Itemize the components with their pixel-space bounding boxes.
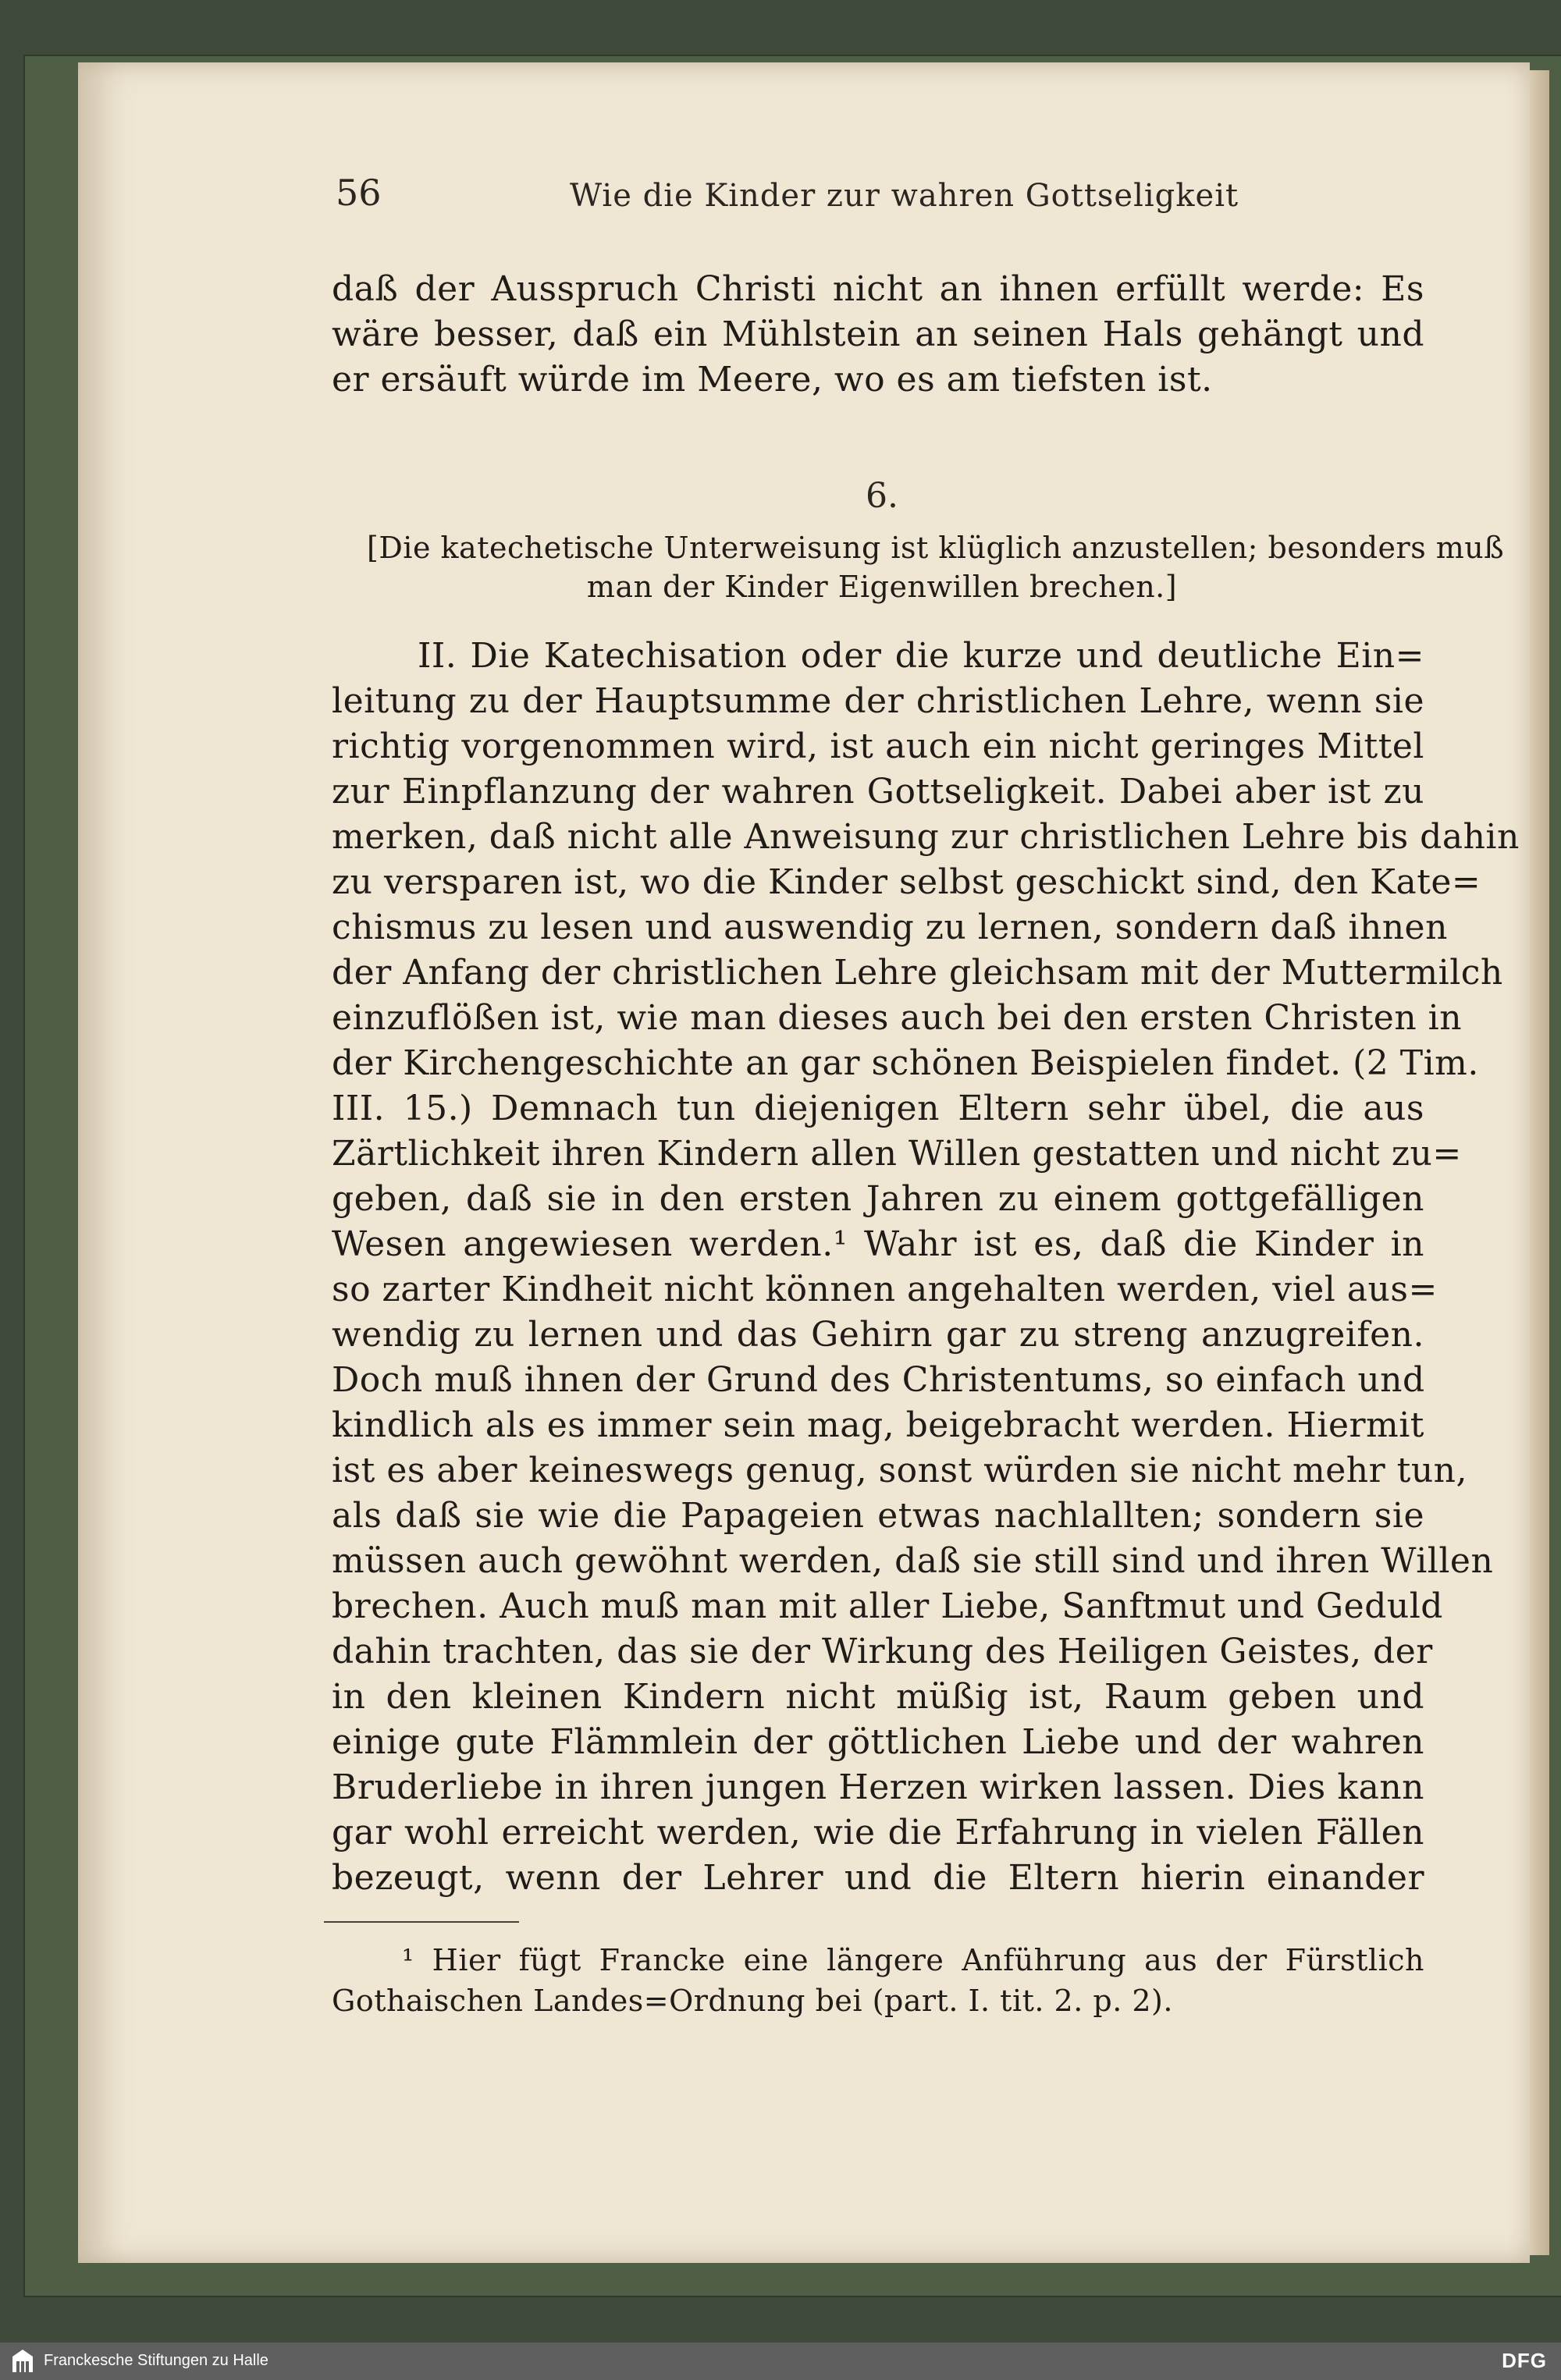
text-line: wäre besser, daß ein Mühlstein an seinen Hals gehängt und	[332, 314, 1424, 354]
dfg-logo: DFG	[1502, 2349, 1547, 2372]
text-line: Wesen angewiesen werden.¹ Wahr ist es, daß die Kinder in	[332, 1224, 1424, 1264]
text-line: wendig zu lernen und das Gehirn gar zu streng anzugreifen.	[332, 1315, 1424, 1355]
text-line: so zarter Kindheit nicht können angehalten werden, viel aus=	[332, 1270, 1438, 1309]
text-line: brechen. Auch muß man mit aller Liebe, Sanftmut und Geduld	[332, 1586, 1443, 1626]
text-line: chismus zu lesen und auswendig zu lernen, sondern daß ihnen	[332, 908, 1448, 947]
text-line: Doch muß ihnen der Grund des Christentums, so einfach und	[332, 1360, 1425, 1400]
running-head-title: Wie die Kinder zur wahren Gottseligkeit	[570, 178, 1239, 214]
text-line: ist es aber keineswegs genug, sonst würden sie nicht mehr tun,	[332, 1451, 1467, 1490]
text-line: geben, daß sie in den ersten Jahren zu einem gottgefälligen	[332, 1179, 1424, 1219]
text-line: einige gute Flämmlein der göttlichen Liebe und der wahren	[332, 1722, 1424, 1762]
running-head	[336, 172, 1428, 226]
section-number: 6.	[866, 476, 898, 516]
text-line: kindlich als es immer sein mag, beigebracht werden. Hiermit	[332, 1405, 1424, 1445]
text-line: leitung zu der Hauptsumme der christlichen Lehre, wenn sie	[332, 681, 1424, 721]
institution-logo-icon	[11, 2349, 34, 2374]
text-line: II. Die Katechisation oder die kurze und deutliche Ein=	[418, 636, 1424, 676]
text-line: als daß sie wie die Papageien etwas nachlallten; sondern sie	[332, 1496, 1424, 1536]
summary-line: man der Kinder Eigenwillen brechen.]	[586, 570, 1178, 604]
text-line: in den kleinen Kindern nicht müßig ist, Raum geben und	[332, 1677, 1424, 1717]
footnote-line: Gothaischen Landes=Ordnung bei (part. I. tit. 2. p. 2).	[332, 1984, 1173, 2018]
text-line: zu versparen ist, wo die Kinder selbst geschickt sind, den Kate=	[332, 862, 1481, 902]
text-line: merken, daß nicht alle Anweisung zur christlichen Lehre bis dahin	[332, 817, 1520, 857]
page-edge	[1530, 70, 1549, 2255]
text-line: Zärtlichkeit ihren Kindern allen Willen gestatten und nicht zu=	[332, 1134, 1462, 1174]
text-line: bezeugt, wenn der Lehrer und die Eltern hierin einander	[332, 1858, 1424, 1898]
text-line: Bruderliebe in ihren jungen Herzen wirken lassen. Dies kann	[332, 1767, 1424, 1807]
text-line: einzuflößen ist, wie man dieses auch bei den ersten Christen in	[332, 998, 1463, 1038]
summary-line: [Die katechetische Unterweisung ist klüglich anzustellen; besonders muß	[367, 531, 1505, 565]
institution-name: Franckesche Stiftungen zu Halle	[44, 2352, 268, 2369]
text-line: er ersäuft würde im Meere, wo es am tiefsten ist.	[332, 360, 1213, 400]
page-number: 56	[336, 172, 382, 214]
text-line: zur Einpflanzung der wahren Gottseligkeit. Dabei aber ist zu	[332, 772, 1424, 812]
text-line: daß der Ausspruch Christi nicht an ihnen erfüllt werde: Es	[332, 269, 1424, 309]
text-line: dahin trachten, das sie der Wirkung des Heiligen Geistes, der	[332, 1632, 1433, 1671]
text-line: III. 15.) Demnach tun diejenigen Eltern sehr übel, die aus	[332, 1089, 1424, 1128]
footnote-line: ¹ Hier fügt Francke eine längere Anführung aus der Fürstlich	[402, 1943, 1424, 1977]
footnote-divider	[324, 1921, 519, 1923]
text-line: der Kirchengeschichte an gar schönen Beispielen findet. (2 Tim.	[332, 1043, 1479, 1083]
footer-bar	[0, 2343, 1561, 2380]
text-line: müssen auch gewöhnt werden, daß sie still sind und ihren Willen	[332, 1541, 1494, 1581]
text-line: gar wohl erreicht werden, wie die Erfahrung in vielen Fällen	[332, 1813, 1424, 1852]
text-line: der Anfang der christlichen Lehre gleichsam mit der Muttermilch	[332, 953, 1503, 993]
text-line: richtig vorgenommen wird, ist auch ein nicht geringes Mittel	[332, 726, 1424, 766]
